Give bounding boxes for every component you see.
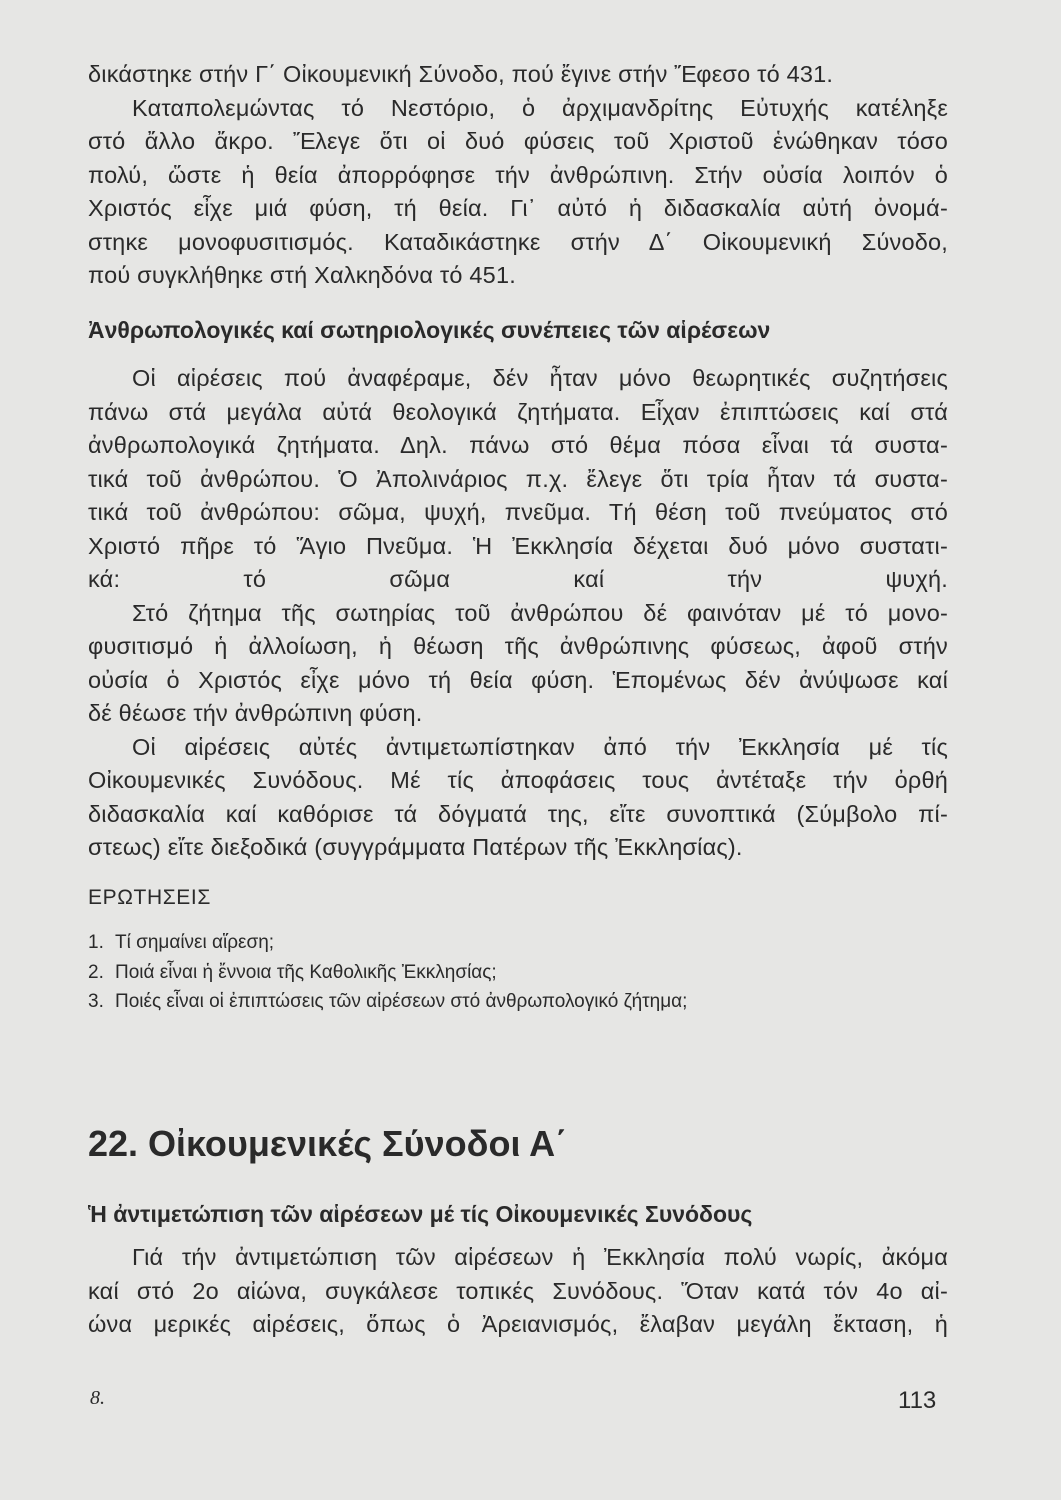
- text-line: Χριστό πῆρε τό Ἅγιο Πνεῦμα. Ἡ Ἐκκλησία δέχεται δυό μόνο συστατι-: [88, 532, 948, 559]
- questions-heading: ΕΡΩΤΗΣΕΙΣ: [88, 886, 211, 909]
- text-line: πάνω στά μεγάλα αὐτά θεολογικά ζητήματα. Εἶχαν ἐπιπτώσεις καί στά: [88, 398, 948, 425]
- text-line: οὐσία ὁ Χριστός εἶχε μόνο τή θεία φύση. Ἑπομένως δέν ἀνύψωσε καί: [88, 666, 948, 693]
- questions-list: [88, 928, 687, 1017]
- text-line: Οἱ αἱρέσεις αὐτές ἀντιμετωπίστηκαν ἀπό τήν Ἐκκλησία μέ τίς: [132, 733, 948, 760]
- text-line: Στό ζήτημα τῆς σωτηρίας τοῦ ἀνθρώπου δέ φαινόταν μέ τό μονο-: [132, 599, 948, 626]
- question-item: [88, 928, 687, 958]
- chapter-subheading: Ἡ ἀντιμετώπιση τῶν αἱρέσεων μέ τίς Οἰκουμενικές Συνόδους: [88, 1201, 753, 1227]
- text-line: κά: τό σῶμα καί τήν ψυχή.: [88, 566, 948, 592]
- section-body: [88, 362, 948, 865]
- question-number: 1.: [88, 932, 104, 953]
- text-line: στό ἄλλο ἄκρο. Ἔλεγε ὅτι οἱ δυό φύσεις τοῦ Χριστοῦ ἑνώθηκαν τόσο: [88, 128, 948, 154]
- opening-paragraph: [88, 58, 948, 293]
- question-item: [88, 987, 687, 1017]
- question-text: Τί σημαίνει αἵρεση;: [115, 932, 275, 953]
- text-line: Οἰκουμενικές Συνόδους. Μέ τίς ἀποφάσεις τους ἀντέταξε τήν ὀρθή: [88, 767, 948, 793]
- text-line: καί στό 2ο αἰώνα, συγκάλεσε τοπικές Συνόδους. Ὅταν κατά τόν 4ο αἰ-: [88, 1277, 948, 1304]
- text-line: ἀνθρωπολογικά ζητήματα. Δηλ. πάνω στό θέμα πόσα εἶναι τά συστα-: [88, 432, 948, 458]
- signature-mark: 8.: [90, 1387, 105, 1409]
- text-line: δέ θέωσε τήν ἀνθρώπινη φύση.: [88, 700, 423, 726]
- text-line: τικά τοῦ ἀνθρώπου: σῶμα, ψυχή, πνεῦμα. Τή θέση τοῦ πνεύματος στό: [88, 499, 948, 525]
- text-line: Καταπολεμώντας τό Νεστόριο, ὁ ἀρχιμανδρίτης Εὐτυχής κατέληξε: [132, 94, 948, 121]
- question-item: [88, 958, 687, 988]
- section-heading: Ἀνθρωπολογικές καί σωτηριολογικές συνέπειες τῶν αἱρέσεων: [88, 317, 771, 343]
- text-line: διδασκαλία καί καθόρισε τά δόγματά της, εἴτε συνοπτικά (Σύμβολο πί-: [88, 800, 948, 827]
- text-line: πολύ, ὥστε ἡ θεία ἀπορρόφησε τήν ἀνθρώπινη. Στήν οὐσία λοιπόν ὁ: [88, 161, 948, 188]
- text-line: Χριστός εἶχε μιά φύση, τή θεία. Γι᾽ αὐτό ἡ διδασκαλία αὐτή ὀνομά-: [88, 195, 948, 221]
- text-line: στεως) εἴτε διεξοδικά (συγγράμματα Πατέρων τῆς Ἐκκλησίας).: [88, 834, 743, 860]
- text-line: δικάστηκε στήν Γ΄ Οἰκουμενική Σύνοδο, πού ἔγινε στήν Ἔφεσο τό 431.: [88, 61, 834, 87]
- question-number: 3.: [88, 991, 104, 1012]
- text-line: στηκε μονοφυσιτισμός. Καταδικάστηκε στήν Δ΄ Οἰκουμενική Σύνοδο,: [88, 228, 948, 255]
- chapter-body: [88, 1241, 948, 1342]
- text-line: πού συγκλήθηκε στή Χαλκηδόνα τό 451.: [88, 262, 516, 288]
- text-line: ώνα μερικές αἱρέσεις, ὅπως ὁ Ἀρειανισμός, ἔλαβαν μεγάλη ἔκταση, ἡ: [88, 1311, 948, 1337]
- text-line: φυσιτισμό ἡ ἀλλοίωση, ἡ θέωση τῆς ἀνθρώπινης φύσεως, ἀφοῦ στήν: [88, 633, 948, 659]
- text-line: τικά τοῦ ἀνθρώπου. Ὁ Ἀπολινάριος π.χ. ἔλεγε ὅτι τρία ἦταν τά συστα-: [88, 465, 948, 492]
- text-line: Οἱ αἱρέσεις πού ἀναφέραμε, δέν ἦταν μόνο θεωρητικές συζητήσεις: [132, 365, 948, 391]
- page-number: 113: [898, 1387, 937, 1414]
- question-number: 2.: [88, 961, 104, 983]
- question-text: Ποιά εἶναι ἡ ἔννοια τῆς Καθολικῆς Ἐκκλησίας;: [115, 961, 497, 983]
- question-text: Ποιές εἶναι οἱ ἐπιπτώσεις τῶν αἱρέσεων στό ἀνθρωπολογικό ζήτημα;: [115, 991, 688, 1012]
- chapter-title: 22. Οἰκουμενικές Σύνοδοι Α΄: [88, 1123, 568, 1164]
- text-line: Γιά τήν ἀντιμετώπιση τῶν αἱρέσεων ἡ Ἐκκλησία πολύ νωρίς, ἀκόμα: [132, 1244, 948, 1270]
